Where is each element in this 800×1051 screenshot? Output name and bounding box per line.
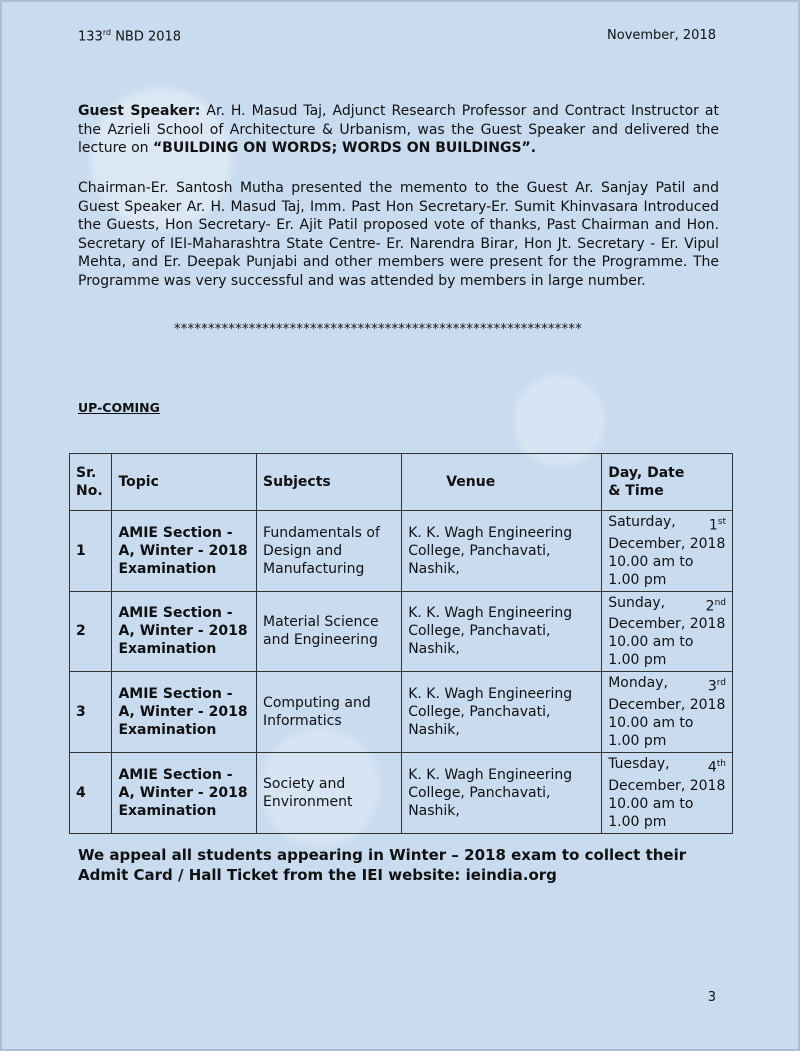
cell-day-date-time: [602, 752, 733, 833]
month-year: December, 2018: [608, 616, 726, 633]
cell-venue: K. K. Wagh Engineering College, Panchavati, Nashik,: [402, 591, 602, 672]
cell-topic: AMIE Section - A, Winter - 2018 Examination: [112, 591, 257, 672]
cell-sr: 3: [70, 672, 112, 753]
weekday: Saturday,: [608, 514, 676, 530]
table-row: [70, 591, 733, 672]
cell-sr: 2: [70, 591, 112, 672]
separator-stars: ************************************************************: [174, 322, 582, 337]
date-suffix: rd: [716, 678, 726, 689]
cell-sr: 1: [70, 511, 112, 592]
date-num: 1: [708, 517, 718, 534]
month-year: December, 2018: [608, 696, 726, 713]
date-number: [709, 513, 726, 535]
weekday: Tuesday,: [608, 755, 670, 772]
day-line: [608, 594, 726, 616]
exam-schedule-table: [69, 453, 733, 834]
table-row: [70, 752, 733, 833]
date-suffix: nd: [714, 597, 726, 608]
header-subjects: Subjects: [257, 454, 402, 511]
cell-topic: AMIE Section - A, Winter - 2018 Examination: [112, 752, 257, 833]
time-start: 10.00 am to: [608, 553, 694, 570]
month-year: December, 2018: [608, 777, 726, 794]
date-suffix: th: [716, 758, 726, 769]
header-topic: Topic: [112, 454, 257, 511]
programme-paragraph: Chairman-Er. Santosh Mutha presented the memento to the Guest Ar. Sanjay Patil and Guest Speaker Ar. H. Masud Taj, Imm. Past Hon Secretary-Er. Sumit Khinvasara Introduced the Guests, Hon Secretary- Er. Ajit Patil proposed vote of thanks, Past Chairman and Hon. Secretary of IEI-Maharashtra State Centre- Er. Narendra Birar, Hon Jt. Secretary - Er. Vipul Mehta, and Er. Deepak Punjabi and other members were present for the Programme. The Programme was very successful and was attended by members in large number.: [78, 180, 719, 289]
guest-speaker-paragraph: [78, 102, 719, 158]
table-header-row: [70, 454, 733, 511]
time-end: 1.00 pm: [608, 813, 667, 830]
date-number: [706, 594, 726, 616]
cell-subject: Computing and Informatics: [257, 672, 402, 753]
time-end: 1.00 pm: [608, 732, 667, 749]
cell-subject: Fundamentals of Design and Manufacturing: [257, 511, 402, 592]
weekday: Sunday,: [608, 594, 666, 611]
header-sr-line2: No.: [76, 483, 103, 499]
guest-speaker-label: Guest Speaker:: [78, 103, 201, 119]
date-num: 2: [705, 598, 715, 615]
header-day-date-time: [602, 454, 733, 511]
month-year: December, 2018: [608, 535, 726, 552]
cell-topic: AMIE Section - A, Winter - 2018 Examination: [112, 672, 257, 753]
header-issue: [78, 28, 181, 44]
day-line: [608, 755, 726, 777]
date-num: 3: [707, 678, 717, 695]
cell-day-date-time: [602, 591, 733, 672]
header-day-line2: & Time: [608, 483, 664, 499]
lecture-title: “BUILDING ON WORDS; WORDS ON BUILDINGS”.: [152, 140, 537, 156]
header-date: November, 2018: [607, 28, 716, 43]
time-start: 10.00 am to: [608, 714, 694, 731]
header-venue: Venue: [402, 454, 602, 511]
cell-day-date-time: [602, 672, 733, 753]
time-end: 1.00 pm: [608, 571, 667, 588]
date-number: [708, 674, 726, 696]
cell-venue: K. K. Wagh Engineering College, Panchavati, Nashik,: [402, 672, 602, 753]
header-sr-no: [70, 454, 112, 511]
weekday: Monday,: [608, 675, 668, 692]
day-line: [608, 674, 726, 696]
date-number: [708, 755, 726, 777]
guest-speaker-text: Ar. H. Masud Taj, Adjunct Research Professor and Contract Instructor at the Azrieli School of Architecture & Urbanism, was the Guest Speaker and delivered the lecture on: [78, 103, 719, 156]
day-line: [608, 513, 726, 535]
cell-subject: Material Science and Engineering: [257, 591, 402, 672]
cell-day-date-time: [602, 511, 733, 592]
table-row: [70, 511, 733, 592]
table-row: [70, 672, 733, 753]
time-start: 10.00 am to: [608, 634, 694, 651]
cell-venue: K. K. Wagh Engineering College, Panchavati, Nashik,: [402, 752, 602, 833]
time-end: 1.00 pm: [608, 652, 667, 669]
issue-number-suffix: rd: [102, 28, 112, 37]
date-suffix: st: [717, 517, 726, 527]
time-start: 10.00 am to: [608, 795, 694, 812]
date-num: 4: [707, 759, 717, 776]
cell-subject: Society and Environment: [257, 752, 402, 833]
upcoming-heading: UP-COMING: [78, 400, 160, 415]
header-sr-line1: Sr.: [76, 465, 97, 481]
header-day-line1: Day, Date: [608, 465, 685, 481]
issue-name: NBD 2018: [111, 29, 182, 45]
admit-card-appeal: We appeal all students appearing in Winter – 2018 exam to collect their Admit Card / Hall Ticket from the IEI website: ieindia.org: [78, 846, 687, 884]
cell-sr: 4: [70, 752, 112, 833]
page-number: 3: [707, 990, 716, 1005]
cell-topic: AMIE Section - A, Winter - 2018 Examination: [112, 511, 257, 592]
issue-number: 133: [78, 29, 103, 45]
cell-venue: K. K. Wagh Engineering College, Panchavati, Nashik,: [402, 511, 602, 592]
